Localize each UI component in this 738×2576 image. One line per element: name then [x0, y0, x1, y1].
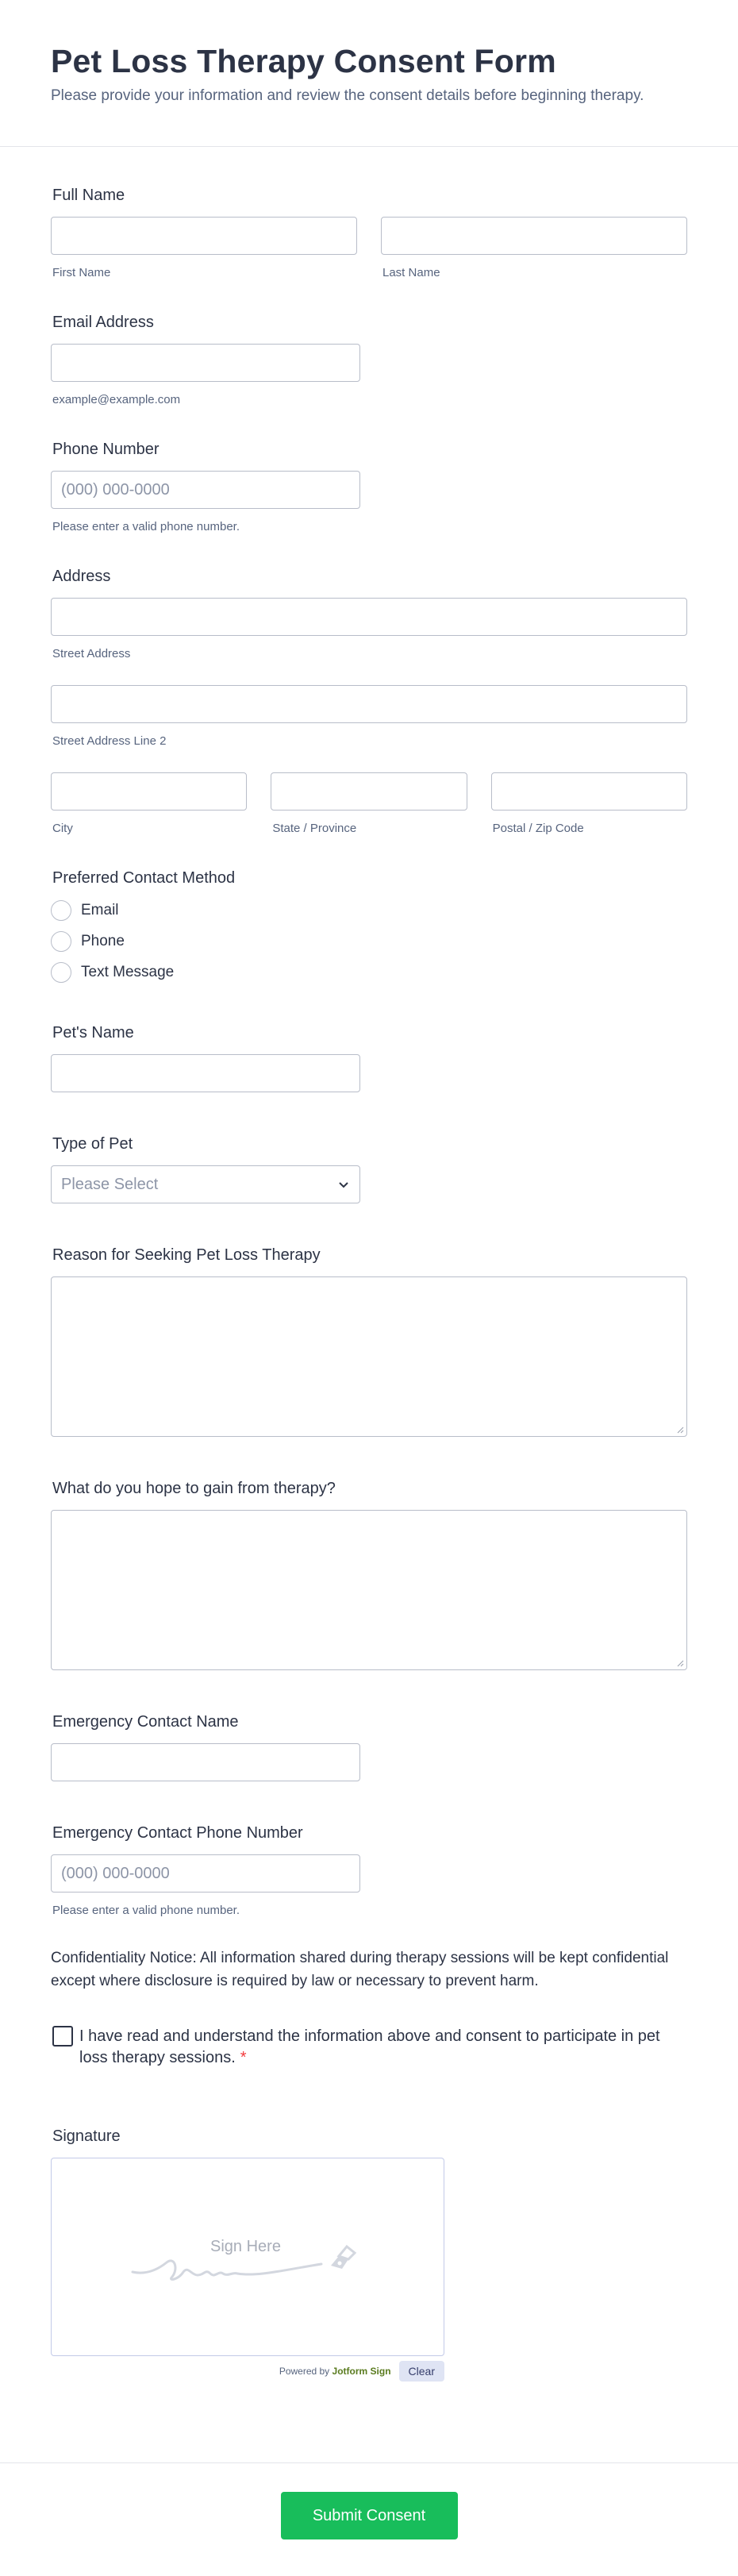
contact-method-field [51, 868, 687, 988]
consent-checkbox-row[interactable] [51, 2026, 687, 2069]
radio-button[interactable] [51, 962, 71, 983]
signature-footer [51, 2361, 444, 2382]
reason-field [51, 1245, 687, 1437]
radio-label: Phone [81, 932, 125, 949]
pet-name-label: Pet's Name [52, 1024, 134, 1042]
state-sublabel: State / Province [272, 822, 357, 835]
consent-text: I have read and understand the information above and consent to participate in pet loss therapy sessions. [79, 2027, 660, 2066]
goals-label: What do you hope to gain from therapy? [52, 1480, 336, 1497]
emergency-phone-label: Emergency Contact Phone Number [52, 1824, 303, 1842]
powered-by-label: Powered by [279, 2366, 330, 2377]
city-input[interactable] [51, 772, 247, 811]
brand-link[interactable]: Jotform Sign [332, 2366, 391, 2377]
full-name-field [51, 185, 687, 280]
radio-label: Text Message [81, 963, 175, 980]
address-label: Address [52, 568, 111, 585]
first-name-sublabel: First Name [52, 266, 111, 279]
street-address-input[interactable] [51, 598, 687, 636]
city-sublabel: City [52, 822, 73, 835]
street-address-line2-sublabel: Street Address Line 2 [52, 734, 167, 748]
signature-label: Signature [52, 2127, 121, 2145]
goals-field [51, 1478, 687, 1670]
form-header [0, 0, 738, 147]
phone-field [51, 439, 687, 534]
radio-option-phone[interactable] [51, 926, 687, 957]
zip-sublabel: Postal / Zip Code [492, 822, 584, 835]
emergency-name-field [51, 1712, 687, 1781]
form-footer [0, 2462, 738, 2576]
radio-option-email[interactable] [51, 895, 687, 926]
consent-checkbox[interactable] [52, 2026, 73, 2047]
signature-pad[interactable] [51, 2158, 444, 2356]
phone-sublabel: Please enter a valid phone number. [52, 520, 240, 533]
reason-textarea[interactable] [51, 1276, 687, 1437]
phone-label: Phone Number [52, 441, 160, 458]
zip-input[interactable] [491, 772, 687, 811]
form-subtitle: Please provide your information and review the consent details before beginning therapy. [51, 87, 644, 104]
emergency-name-input[interactable] [51, 1743, 360, 1781]
email-label: Email Address [52, 314, 154, 331]
select-placeholder: Please Select [61, 1175, 159, 1193]
emergency-phone-field [51, 1823, 687, 1918]
emergency-name-label: Emergency Contact Name [52, 1713, 239, 1731]
resize-handle-icon[interactable] [676, 1659, 684, 1667]
first-name-input[interactable] [51, 217, 357, 255]
chevron-down-icon [337, 1178, 350, 1191]
radio-option-text-message[interactable] [51, 957, 687, 988]
pet-type-select[interactable] [51, 1165, 360, 1203]
email-field [51, 312, 687, 407]
pet-type-field [51, 1134, 687, 1203]
phone-input[interactable] [51, 471, 360, 509]
resize-handle-icon[interactable] [676, 1426, 684, 1434]
last-name-sublabel: Last Name [382, 266, 440, 279]
signature-field [51, 2126, 687, 2382]
form-title: Pet Loss Therapy Consent Form [51, 43, 556, 79]
confidentiality-notice: Confidentiality Notice: All information shared during therapy sessions will be kept confidential except where disclosure is required by law or necessary to prevent harm. [51, 1950, 669, 1989]
reason-label: Reason for Seeking Pet Loss Therapy [52, 1246, 321, 1264]
address-field [51, 566, 687, 836]
radio-button[interactable] [51, 900, 71, 921]
contact-method-label: Preferred Contact Method [52, 869, 236, 887]
full-name-label: Full Name [52, 187, 125, 204]
email-input[interactable] [51, 344, 360, 382]
form-body [0, 147, 738, 2382]
pet-name-input[interactable] [51, 1054, 360, 1092]
state-input[interactable] [271, 772, 467, 811]
required-mark: * [240, 2049, 247, 2066]
street-address-sublabel: Street Address [52, 647, 131, 660]
pet-name-field [51, 1022, 687, 1092]
last-name-input[interactable] [381, 217, 687, 255]
powered-by-text [279, 2366, 391, 2377]
emergency-phone-sublabel: Please enter a valid phone number. [52, 1904, 240, 1917]
email-sublabel: example@example.com [52, 393, 181, 406]
goals-textarea[interactable] [51, 1510, 687, 1670]
clear-signature-button[interactable]: Clear [399, 2361, 444, 2382]
emergency-phone-input[interactable] [51, 1854, 360, 1893]
submit-button[interactable]: Submit Consent [281, 2492, 458, 2539]
radio-label: Email [81, 901, 119, 918]
radio-button[interactable] [51, 931, 71, 952]
pet-type-label: Type of Pet [52, 1135, 133, 1153]
street-address-line2-input[interactable] [51, 685, 687, 723]
signature-placeholder: Sign Here [210, 2238, 281, 2255]
